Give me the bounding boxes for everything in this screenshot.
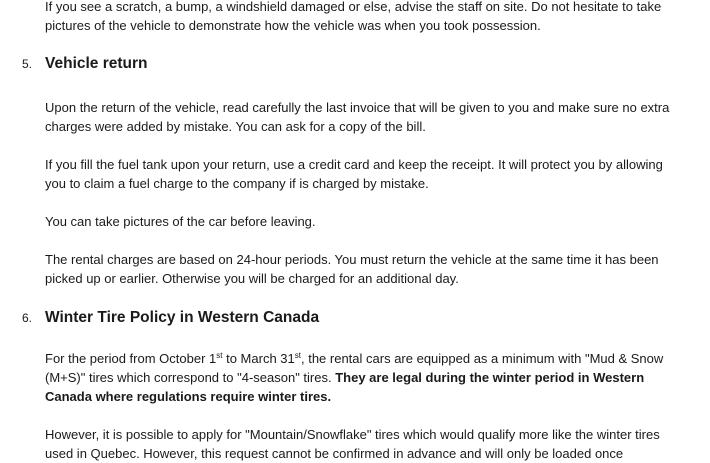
paragraph-pictures: You can take pictures of the car before leaving. bbox=[45, 214, 316, 229]
section-title: Vehicle return bbox=[45, 55, 148, 72]
section-heading-vehicle-return bbox=[22, 55, 148, 77]
ordinal-suffix: st bbox=[216, 351, 223, 360]
section-title: Winter Tire Policy in Western Canada bbox=[45, 309, 320, 326]
intro-paragraph: If you see a scratch, a bump, a windshield damaged or else, advise the staff on site. Do not hesitate to take pictures of the vehicle to demonstrate how the vehicle was when you took possession. bbox=[45, 0, 662, 33]
text-segment: , the rental cars are equipped as a minimum with "Mud & Snow (M+S)" tires which correspond to "4-season" tires. bbox=[45, 351, 664, 385]
section-number: 6. bbox=[22, 311, 33, 325]
paragraph-mountain-snowflake: However, it is possible to apply for "Mountain/Snowflake" tires which would qualify more like the winter tires used in Quebec. However, this request cannot be confirmed in advance and will only be loaded once bbox=[45, 427, 660, 461]
paragraph-rental-charges: The rental charges are based on 24-hour periods. You must return the vehicle at the same time it has been picked up or earlier. Otherwise you will be charged for an additional day. bbox=[45, 252, 659, 286]
section-heading-winter-tire bbox=[22, 309, 319, 331]
paragraph-invoice: Upon the return of the vehicle, read carefully the last invoice that will be given to you and make sure no extra charges were added by mistake. You can ask for a copy of the bill. bbox=[45, 100, 670, 134]
paragraph-fuel: If you fill the fuel tank upon your return, use a credit card and keep the receipt. It will protect you by allowing you to claim a fuel charge to the company if is charged by mistake. bbox=[45, 157, 663, 191]
bold-statement: They are legal during the winter period in Western Canada where regulations require winter tires. bbox=[45, 370, 645, 404]
ordinal-suffix: st bbox=[294, 351, 301, 360]
text-segment: For the period from October 1 bbox=[45, 351, 217, 366]
section-number: 5. bbox=[22, 57, 33, 71]
paragraph-tire-period bbox=[45, 349, 685, 406]
text-segment: to March 31 bbox=[222, 351, 295, 366]
